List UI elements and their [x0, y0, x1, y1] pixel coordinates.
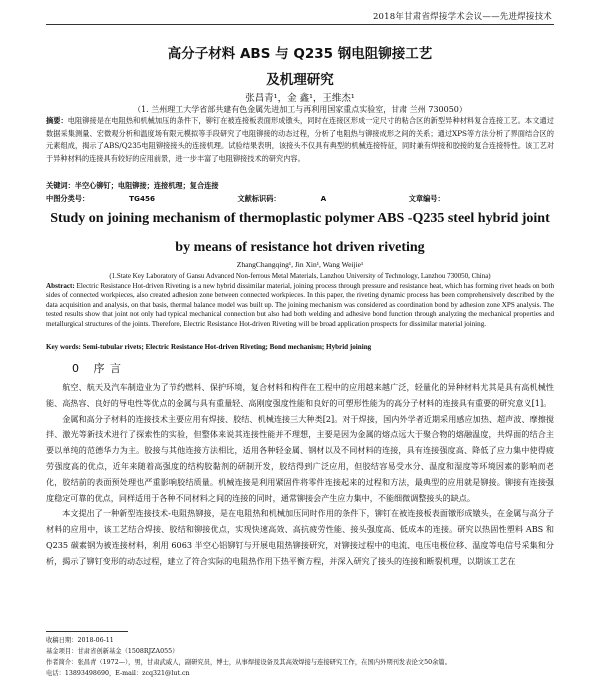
chinese-authors: 张昌青¹，金 鑫¹，王维杰¹ — [245, 93, 355, 104]
article-number: 文章编号： — [408, 194, 445, 203]
running-header: 2018年甘肃省焊接学术会议——先进焊接技术 — [372, 12, 552, 22]
english-affiliation: (1.State Key Laboratory of Gansu Advanced Non-ferrous Metal Materials, Lanzhou University of Technology, Lanzhou 730050, China) — [109, 272, 491, 280]
chinese-abstract — [46, 115, 554, 165]
chinese-title-line-2: 及机理研究 — [266, 72, 334, 88]
english-keywords — [46, 343, 554, 352]
footnote-rule — [46, 631, 128, 632]
header-rule — [46, 24, 554, 25]
document-code: 文献标识码： A — [237, 194, 327, 203]
english-keywords-label: Key words: — [46, 343, 81, 351]
classification-row — [46, 194, 554, 204]
english-title-line-2: by means of resistance hot driven riveting — [175, 240, 425, 255]
body-paragraph-1: 航空、航天及汽车制造业为了节约燃料、保护环境，复合材料和构件在工程中的应用越来越广泛，轻量化的异种材料尤其是具有高机械性能、高热容、良好的导电性等优点的金属与具有重量轻、高刚度强度性能和良好的可塑形性能为的高分子材料的连接具有重要的研究意义[1]。 — [46, 382, 554, 408]
chinese-keywords-label: 关键词： — [46, 181, 75, 190]
chinese-abstract-text: 电阻铆接是在电阻热和机械加压的条件下，铆钉在被连接板表面形成镦头，同时在连接区形成一定尺寸的粘合区的新型异种材料复合连接工艺。本文通过数据采集测量、宏微观分析和温度场有限元模拟等手段研究了电阻铆接的动态过程，分析了电阻热与铆接成形之间的关系；通过XPS等方法分析了界面结合区的元素组成，揭示了ABS/Q235电阻铆接接头的连接机理。试验结果表明，该接头不仅具有典型的机械连接特征，同时兼有焊接和胶接的复合连接特性。该工艺对于异种材料的连接具有较好的应用前景，进一步丰富了电阻铆接技术的研究内容。 — [46, 116, 554, 163]
chinese-abstract-label: 摘要： — [46, 116, 68, 125]
section-heading — [72, 360, 122, 376]
footnotes — [46, 635, 554, 679]
chinese-keywords — [46, 180, 554, 193]
received-date: 收稿日期：2018-06-11 — [46, 637, 114, 644]
fund-note: 基金项目：甘肃省创新基金（1508RJZA055） — [46, 648, 179, 655]
section-number: 0 — [72, 362, 80, 375]
body-paragraph-2: 金属和高分子材料的连接技术主要应用有焊接、胶结、机械连接三大种类[2]。对于焊接，国内外学者近期采用感应加热、超声波、摩擦搅拌、激光等新技术进行了探索性的实验，但整体来说其连接性能并不理想，主要是因为金属的熔点远大于聚合物的熔融温度，共焊面的结合主要以单纯的范德华力为主。胶接与其他连接方法相比，适用各种轻金属、钢材以及不同材料的连接，具有连接强度高、降低了应力集中使得疲劳强度高的优点，近年来随着高强度的结构胶黏剂的研制开发，胶结得到广泛应用，但胶结容易受水分、温度和湿度等环境因素的影响而老化，胶结前的表面预处理也严重影响胶结质量。机械连接是利用紧固件将零件连接起来的过程和方法，最典型的应用就是铆接。铆接有连接强度稳定可靠的优点，同样适用于各种不同材料之间的连接的同时，通常铆接会产生应力集中，不能细微调整接头的缺点。 — [46, 413, 554, 503]
english-abstract-text: Electric Resistance Hot-driven Riveting is a new hybrid dissimilar material, joining process through pressure and resistance heat, which has forming rivet heads on both sides of connected workpieces, also created adhesion zone between connected workpieces. In this paper, the riveting dynamic process has been comprehensively described by the data acquisition and analysis, on that basis, thermal balance model was built up. The joining mechanism was considered as coordination bond by adhesion zone XPS analysis. The tested results show that joint not only had typical mechanical connection but also had both welding and adhesive bond function through analyzing the mechanical properties and metallurgical structures of the joints. Therefore, Electric Resistance Hot-driven Riveting will be broad application prospects for dissimilar material joining. — [46, 282, 554, 328]
section-title: 序 言 — [93, 362, 122, 375]
author-contact: 电话：13893498690，E-mail：zcq321@lut.cn — [46, 670, 190, 677]
english-keywords-text: Semi-tubular rivets; Electric Resistance Hot-driven Riveting; Bond mechanism; Hybrid joining — [82, 343, 372, 351]
body-paragraph-3: 本文提出了一种新型连接技术-电阻热铆接，是在电阻热和机械加压同时作用的条件下，铆钉在被连接板表面镦形成镦头，在金属与高分子材料的应用中，该工艺结合焊接、胶结和铆接优点，实现快速高效、高抗疲劳性能、接头强度高、低成本的连接。研究以热固性塑料 ABS 和 Q235 碳素钢为被连接材料，利用 6063 半空心铝铆钉与开展电阻热铆接研究，对铆接过程中的电流、电压电极位移、温度等电信号采集和分析，揭示了铆钉变形的动态过程，建立了符合实际的电阻热作用下热平衡方程，并深入研究了接头的连接和断裂机理，以期该工艺在 — [46, 508, 554, 566]
chinese-affiliation: （1. 兰州理工大学省部共建有色金属先进加工与再利用国家重点实验室，甘肃 兰州 730050） — [133, 105, 467, 114]
author-bio: 作者简介：张昌青（1972—），男，甘肃武威人，副研究员，博士，从事焊接设备及其高效焊接与连接研究工作，在国内外期刊发表论文50余篇。 — [46, 659, 451, 666]
english-title-line-1: Study on joining mechanism of thermoplastic polymer ABS -Q235 steel hybrid joint — [50, 211, 550, 226]
english-abstract — [46, 282, 554, 329]
clc-number: 中图分类号： TG456 — [46, 194, 155, 203]
chinese-title-line-1: 高分子材料 ABS 与 Q235 钢电阻铆接工艺 — [167, 46, 433, 62]
english-abstract-label: Abstract: — [46, 282, 75, 290]
chinese-keywords-text: 半空心铆钉；电阻铆接；连接机理；复合连接 — [74, 181, 219, 190]
english-authors: ZhangChangqing¹, Jin Xin¹, Wang Weijie¹ — [236, 260, 364, 269]
introduction-body — [46, 380, 554, 570]
